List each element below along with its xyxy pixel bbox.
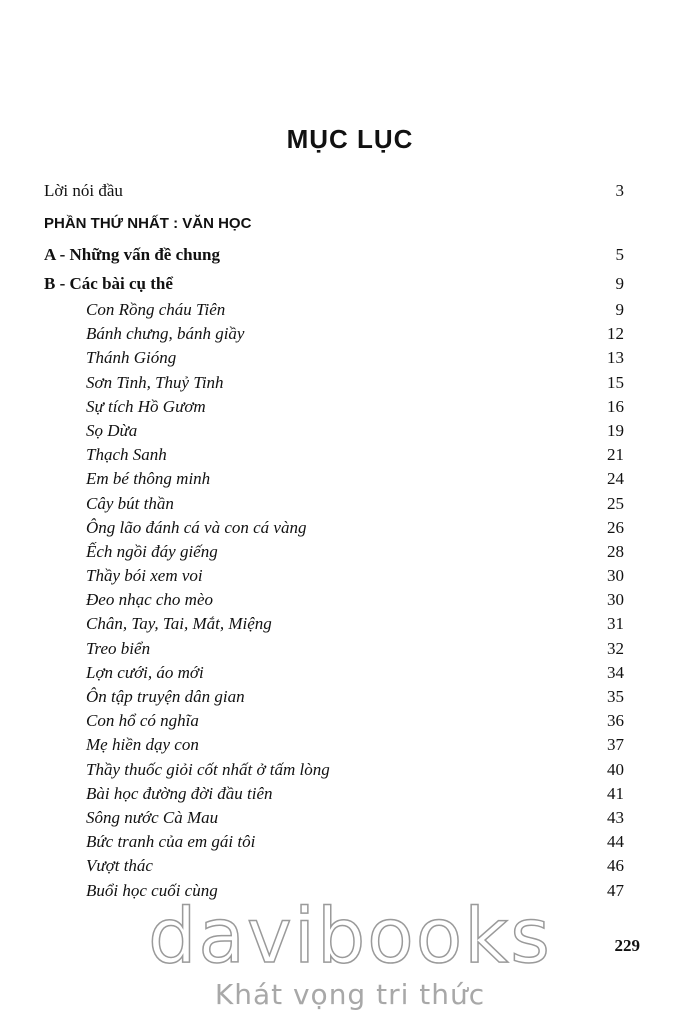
toc-item-label: Bánh chưng, bánh giầy [86,324,245,344]
toc-item-label: Thạch Sanh [86,445,167,465]
toc-item-page: 13 [607,348,624,368]
toc-item-label: Ông lão đánh cá và con cá vàng [86,517,307,537]
toc-item-label: Chân, Tay, Tai, Mắt, Miệng [86,614,272,634]
toc-item [44,564,624,588]
toc-item-page: 35 [607,687,624,706]
toc-item-label: Thầy thuốc giỏi cốt nhất ở tấm lòng [86,759,330,779]
section-page: 9 [615,274,624,293]
toc-item-label: Sọ Dừa [86,420,138,440]
toc-item-page: 28 [607,541,624,561]
section-label: B - Các bài cụ thể [44,274,173,293]
toc-item-page: 34 [607,662,624,682]
toc-item-page: 21 [607,445,624,465]
toc-item-page: 46 [607,856,624,876]
toc-item-page: 24 [607,469,624,489]
toc-item [44,298,624,322]
toc-item-label: Vượt thác [86,856,153,876]
toc-item [44,806,624,830]
watermark-slogan: Khát vọng tri thức [214,978,486,1011]
toc-item-label: Cây bút thần [86,493,174,513]
toc-part-heading [44,204,624,240]
toc-item-label: Treo biển [86,638,151,658]
toc-section-b [44,269,624,298]
toc-item-label: Buổi học cuối cùng [86,880,218,900]
toc-item [44,854,624,878]
toc-item-page: 15 [607,372,624,392]
toc-item-label: Sông nước Cà Mau [86,807,219,827]
toc-item-label: Con Rồng cháu Tiên [86,300,226,319]
toc-item [44,685,624,709]
toc-item-page: 47 [607,880,624,900]
toc-item [44,492,624,516]
toc-item-label: Lợn cưới, áo mới [86,662,204,682]
toc-item [44,637,624,661]
toc-item-label: Bức tranh của em gái tôi [86,832,256,852]
toc-item-page: 43 [607,807,624,827]
page-title: MỤC LỤC [286,124,414,154]
toc-item [44,782,624,806]
toc-item [44,371,624,395]
toc-item-page: 19 [607,420,624,440]
toc-item-label: Mẹ hiền dạy con [86,735,199,755]
toc-item-label: Sự tích Hồ Gươm [86,396,206,416]
toc-item-page: 25 [607,493,624,513]
toc-item-page: 12 [607,324,624,344]
toc-item-page: 30 [607,590,624,610]
toc-item [44,540,624,564]
toc-item [44,395,624,419]
page-number: 229 [614,936,640,955]
toc-entry-label: Lời nói đầu [44,181,123,200]
toc-item-page: 32 [607,638,624,658]
toc-item [44,346,624,370]
part-heading-label: PHẦN THỨ NHẤT : VĂN HỌC [44,215,252,232]
toc-item-list [44,298,624,903]
table-of-contents [44,178,624,903]
toc-item-page: 37 [607,735,624,755]
toc-item-page: 30 [607,566,624,586]
watermark-brand: davibooks [148,891,552,980]
toc-row-intro [44,178,624,204]
toc-item-page: 40 [607,759,624,779]
toc-item-page: 26 [607,517,624,537]
toc-item-page: 36 [607,711,624,731]
toc-item [44,588,624,612]
toc-item [44,516,624,540]
toc-item [44,322,624,346]
section-label: A - Những vấn đề chung [44,245,221,264]
toc-item-page: 31 [607,614,624,634]
toc-item-label: Bài học đường đời đầu tiên [86,783,273,803]
toc-item [44,419,624,443]
toc-item [44,443,624,467]
toc-entry-page: 3 [615,181,624,200]
toc-item-label: Em bé thông minh [86,469,211,489]
toc-item-page: 9 [615,300,624,319]
toc-item-label: Thánh Gióng [86,348,177,368]
toc-item-label: Đeo nhạc cho mèo [86,590,213,610]
toc-item-label: Ôn tập truyện dân gian [86,687,245,706]
toc-item [44,709,624,733]
toc-item [44,830,624,854]
toc-item-page: 44 [607,832,624,852]
toc-item-page: 41 [607,783,624,803]
toc-item-label: Con hổ có nghĩa [86,711,199,731]
toc-item [44,467,624,491]
toc-section-a [44,240,624,269]
section-page: 5 [615,245,624,264]
toc-item-page: 16 [607,396,624,416]
toc-item [44,612,624,636]
toc-item [44,758,624,782]
toc-item-label: Sơn Tinh, Thuỷ Tinh [86,372,224,392]
toc-item [44,661,624,685]
toc-item-label: Ếch ngồi đáy giếng [86,541,218,561]
toc-item-label: Thầy bói xem voi [86,566,203,586]
toc-item [44,733,624,757]
